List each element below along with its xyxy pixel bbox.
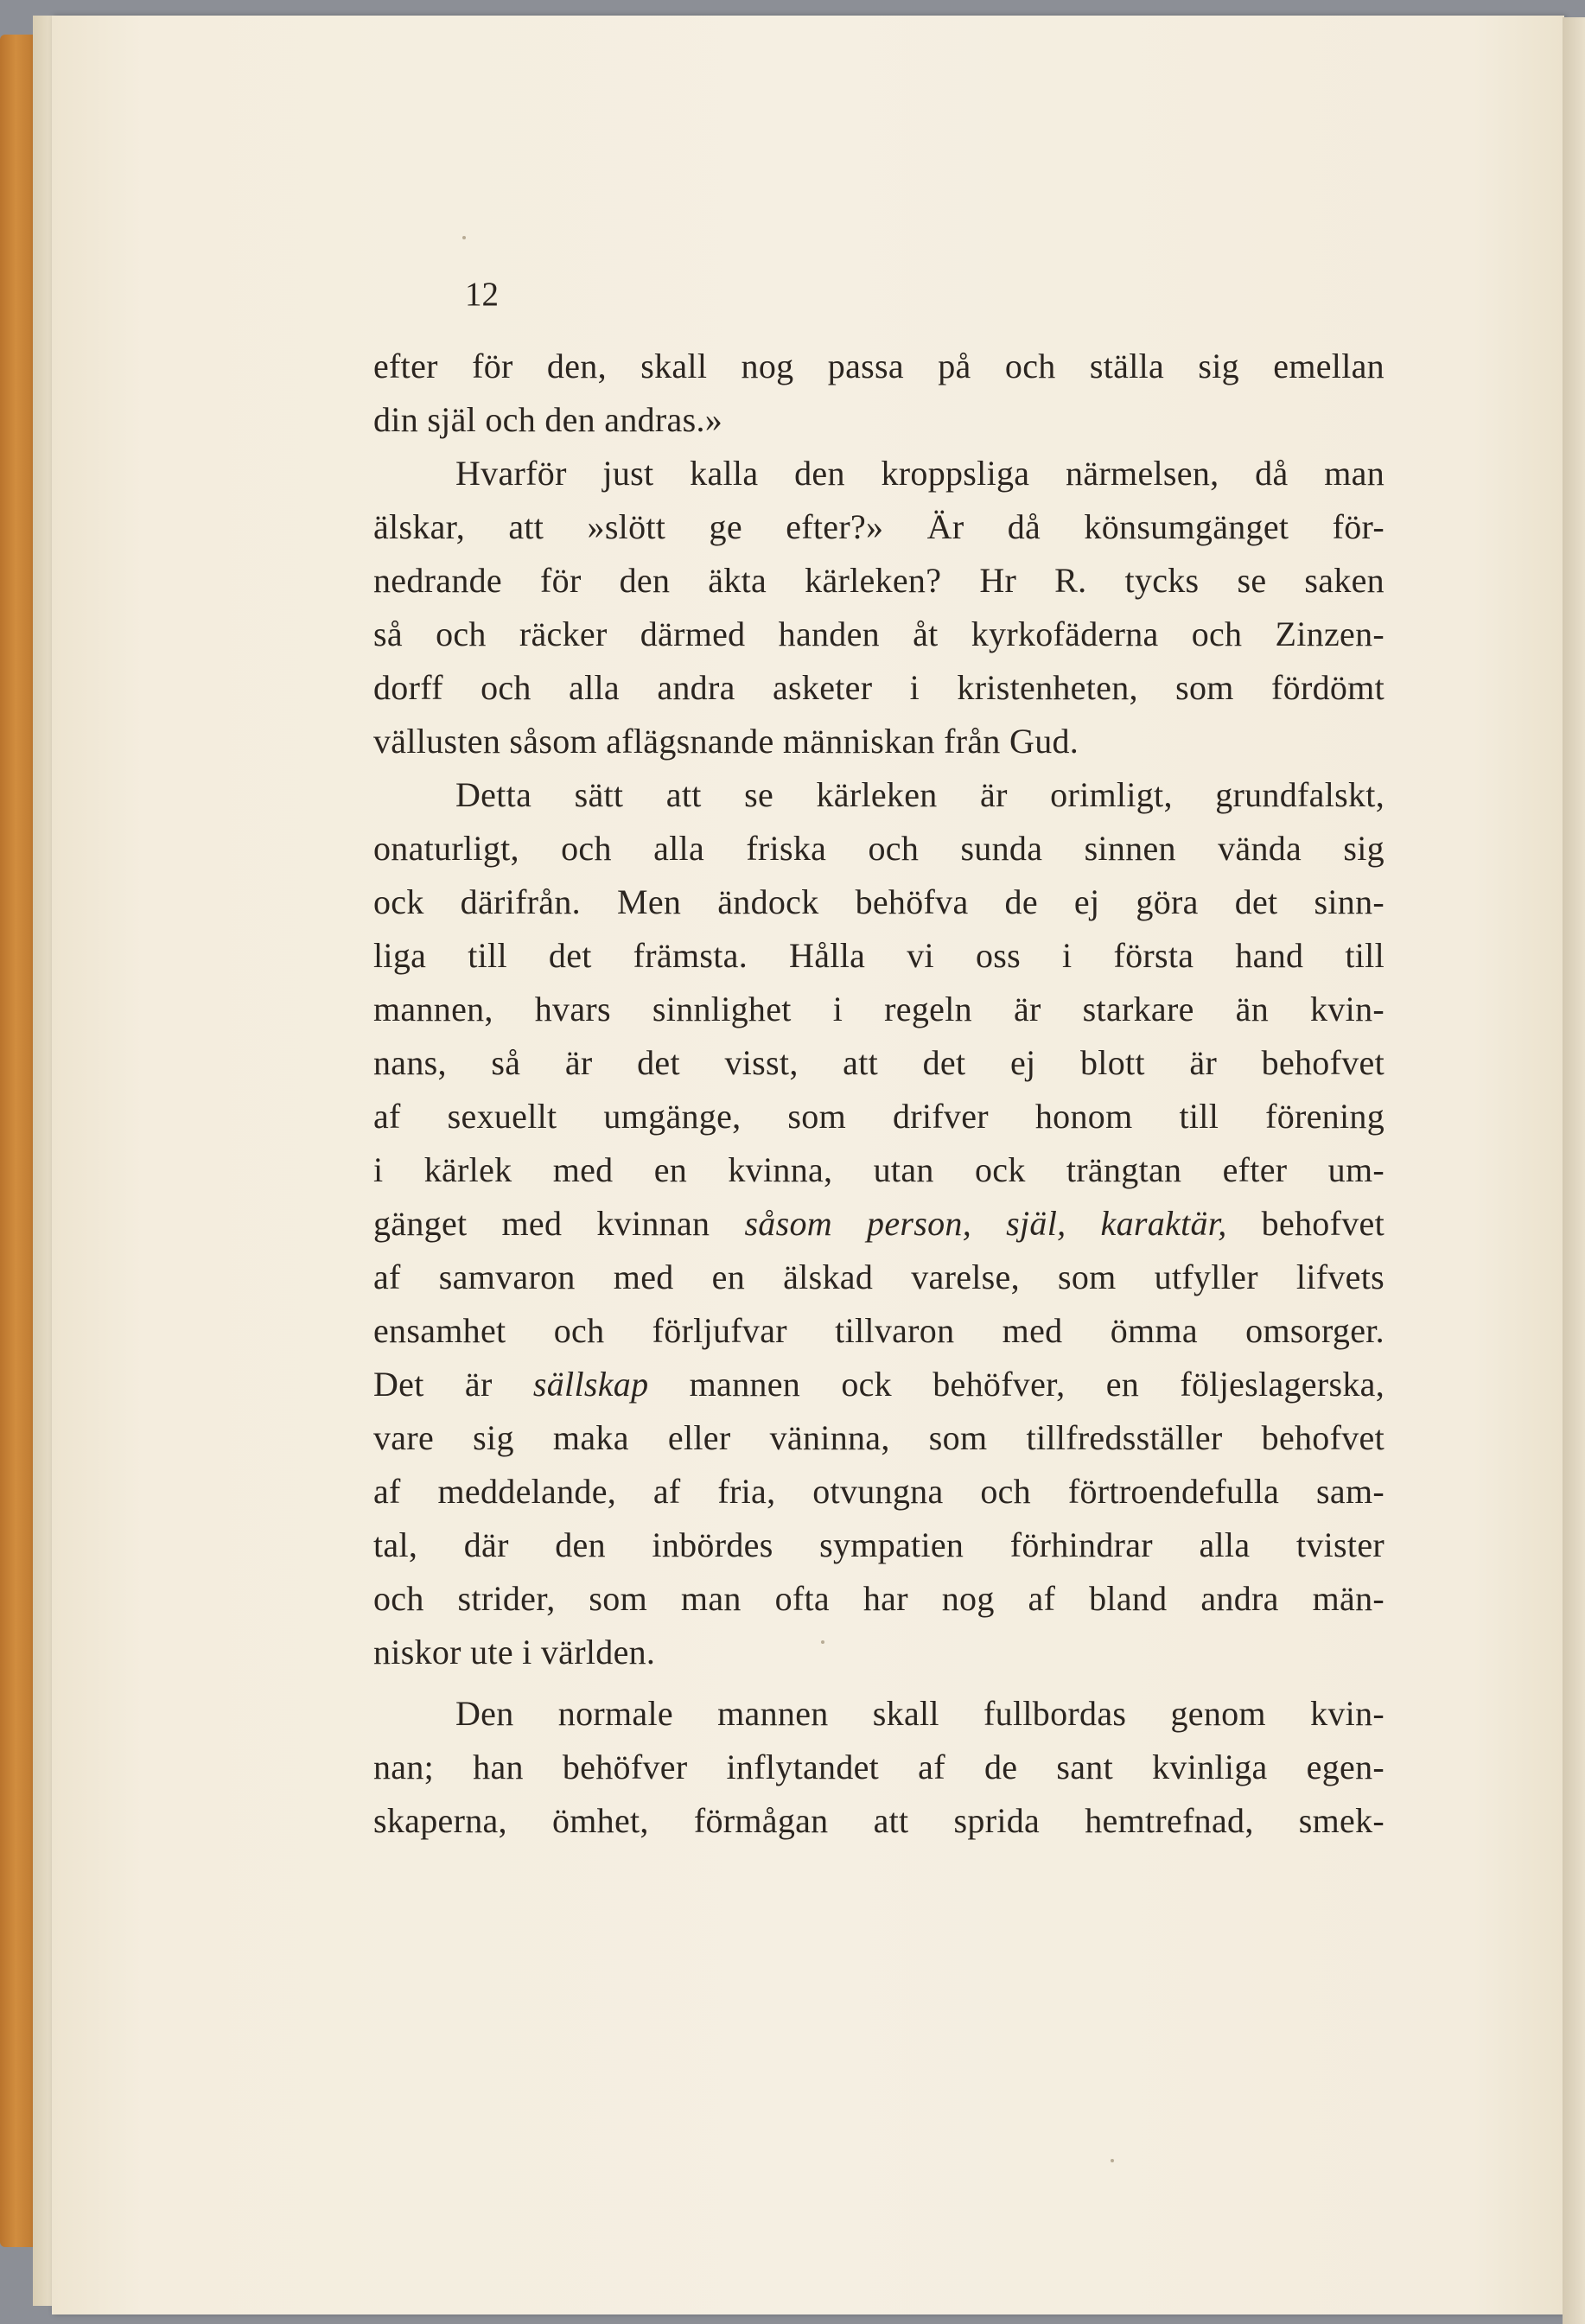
text-line: din själ och den andras.» (373, 400, 723, 439)
text-line: af meddelande, af fria, otvungna och förtroendefulla sam- (373, 1472, 1384, 1511)
paragraph-first-line: Hvarför just kalla den kroppsliga närmelsen, då man (455, 454, 1384, 493)
text-line: vällusten såsom aflägsnande människan från Gud. (373, 722, 1079, 761)
text-line: skaperna, ömhet, förmågan att sprida hemtrefnad, smek- (373, 1801, 1384, 1840)
emphasis-text: såsom person, själ, karaktär, (744, 1204, 1227, 1243)
text-line: gänget med kvinnan såsom person, själ, karaktär, behofvet (373, 1204, 1384, 1243)
text-line: mannen, hvars sinnlighet i regeln är starkare än kvin- (373, 990, 1384, 1028)
text-line: nedrande för den äkta kärleken? Hr R. tycks se saken (373, 561, 1384, 600)
paper-speck (462, 236, 466, 239)
text-line: dorff och alla andra asketer i kristenheten, som fördömt (373, 668, 1384, 707)
text-line: af samvaron med en älskad varelse, som utfyller lifvets (373, 1258, 1384, 1296)
text-line: ock därifrån. Men ändock behöfva de ej göra det sinn- (373, 882, 1384, 921)
text-line: ensamhet och förljufvar tillvaron med ömma omsorger. (373, 1311, 1384, 1350)
text-line: onaturligt, och alla friska och sunda sinnen vända sig (373, 829, 1384, 868)
paper-speck (1111, 2159, 1114, 2162)
text-line: vare sig maka eller väninna, som tillfredsställer behofvet (373, 1418, 1384, 1457)
emphasis-text: sällskap (532, 1365, 649, 1404)
text-line: af sexuellt umgänge, som drifver honom till förening (373, 1097, 1384, 1136)
text-line: nans, så är det visst, att det ej blott är behofvet (373, 1043, 1384, 1082)
page-number: 12 (465, 276, 499, 313)
text-line: älskar, att »slött ge efter?» Är då könsumgänget för- (373, 507, 1384, 546)
text-line: så och räcker därmed handen åt kyrkofäderna och Zinzen- (373, 614, 1384, 653)
text-line: niskor ute i världen. (373, 1633, 656, 1671)
text-line: Det är sällskap mannen ock behöfver, en följeslagerska, (373, 1365, 1384, 1404)
text-line: i kärlek med en kvinna, utan ock trängtan efter um- (373, 1150, 1384, 1189)
text-line: och strider, som man ofta har nog af bland andra män- (373, 1579, 1384, 1618)
right-page-edge (1563, 17, 1585, 2324)
text-line: liga till det främsta. Hålla vi oss i första hand till (373, 936, 1384, 975)
paragraph-first-line: Detta sätt att se kärleken är orimligt, grundfalskt, (455, 775, 1384, 814)
paragraph-first-line: Den normale mannen skall fullbordas genom kvin- (455, 1694, 1384, 1733)
text-line: nan; han behöfver inflytandet af de sant kvinliga egen- (373, 1748, 1384, 1786)
text-line: tal, där den inbördes sympatien förhindrar alla tvister (373, 1525, 1384, 1564)
text-line: efter för den, skall nog passa på och ställa sig emellan (373, 347, 1384, 385)
